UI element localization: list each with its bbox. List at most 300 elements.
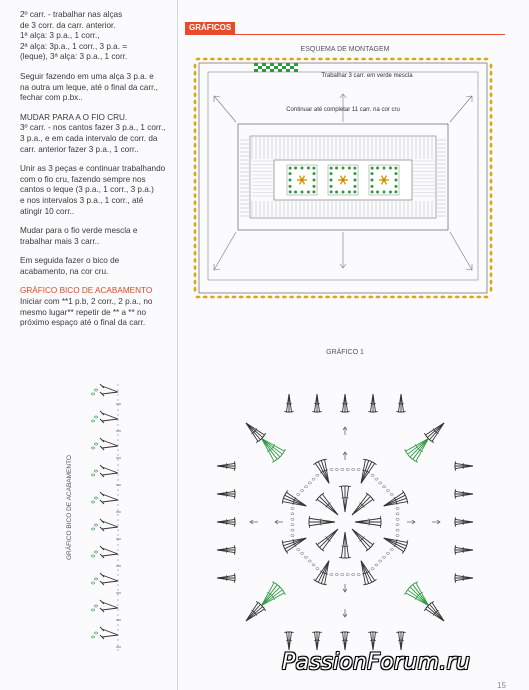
border-dot: [224, 296, 229, 299]
edge-chain: [92, 393, 95, 395]
assembly-diagram: [192, 56, 494, 300]
border-dot: [484, 58, 489, 61]
edge-chain: [92, 501, 95, 503]
green-checker-band: [254, 63, 298, 72]
border-dot: [490, 229, 493, 234]
checker-cell: [286, 63, 290, 66]
border-dot: [490, 136, 493, 141]
border-dot: [289, 296, 294, 299]
motif-bead: [330, 179, 333, 182]
border-dot: [490, 186, 493, 191]
border-dot: [361, 296, 366, 299]
border-dot: [490, 280, 493, 285]
border-dot: [490, 150, 493, 155]
stitch-top: [455, 517, 456, 521]
border-dot: [490, 71, 493, 76]
border-dot: [440, 296, 445, 299]
chain: [396, 507, 399, 509]
border-dot: [490, 200, 493, 205]
chain: [352, 573, 355, 575]
stitch-top: [289, 632, 293, 633]
border-dot: [376, 58, 381, 61]
border-dot: [246, 296, 251, 299]
stitch-top: [340, 412, 344, 413]
edge-stitch: [102, 386, 118, 392]
border-dot: [194, 172, 197, 177]
stitch-top: [373, 462, 377, 464]
border-dot: [433, 58, 438, 61]
edge-chain: [92, 528, 95, 530]
edge-chain: [95, 524, 98, 526]
stitch: [320, 497, 338, 515]
border-dot: [194, 100, 197, 105]
motif-bead: [313, 172, 316, 175]
stitch-top: [346, 486, 350, 487]
border-dot: [194, 287, 197, 292]
chain: [382, 556, 385, 558]
edge-chain: [92, 474, 95, 476]
chain: [375, 564, 378, 566]
stitch-top: [322, 459, 326, 460]
motif-bead: [330, 190, 333, 193]
border-dot: [296, 296, 301, 299]
edge-stitch: [102, 521, 118, 527]
motif-bead: [348, 167, 351, 170]
border-dot: [332, 296, 337, 299]
edge-chart-svg: [88, 384, 132, 654]
border-dot: [490, 64, 493, 69]
border-dot: [194, 143, 197, 148]
border-dot: [194, 251, 197, 256]
chain: [396, 524, 399, 526]
stitch-top: [407, 499, 408, 503]
motif-bead: [371, 190, 374, 193]
border-dot: [239, 296, 244, 299]
label-top: Trabalhar 3 carr. em verde mescla: [321, 73, 413, 79]
border-dot: [440, 58, 445, 61]
motif-bead: [307, 167, 310, 170]
edge-stitch: [102, 629, 118, 635]
border-dot: [433, 296, 438, 299]
chain: [371, 568, 374, 570]
motif-bead: [383, 191, 386, 194]
section-rule: [185, 34, 505, 35]
border-dot: [455, 296, 460, 299]
stitch-top: [380, 523, 381, 527]
stitch-top: [368, 412, 372, 413]
border-dot: [490, 258, 493, 263]
border-dot: [194, 157, 197, 162]
checker-cell: [254, 69, 258, 72]
border-dot: [289, 58, 294, 61]
edge-chain: [95, 551, 98, 553]
edge-chain: [92, 609, 95, 611]
motif-bead: [330, 172, 333, 175]
border-dot: [469, 296, 474, 299]
border-dot: [419, 58, 424, 61]
edge-chain: [95, 497, 98, 499]
motif-bead: [289, 185, 292, 188]
chain: [312, 564, 315, 566]
motif-bead: [354, 172, 357, 175]
stitch: [355, 518, 381, 522]
stitch-top: [314, 579, 318, 581]
chain: [316, 474, 319, 476]
border-dot: [275, 58, 280, 61]
motif-bead: [342, 167, 345, 170]
stitch-top: [363, 584, 367, 585]
border-dot: [268, 58, 273, 61]
border-dot: [194, 85, 197, 90]
label-mid: Continuar até completar 11 carr. na cor cru: [286, 107, 400, 113]
edge-stitch-top: [100, 627, 104, 631]
chain: [316, 568, 319, 570]
border-dot: [194, 179, 197, 184]
checker-cell: [274, 66, 278, 69]
instr-p6: Em seguida fazer o bico de acabamento, na cor cru.: [20, 256, 120, 276]
stitch: [262, 439, 280, 457]
border-dot: [194, 229, 197, 234]
border-dot: [490, 121, 493, 126]
edge-stitch: [102, 413, 118, 419]
chain: [300, 552, 303, 554]
checker-cell: [278, 63, 282, 66]
stitch-top: [424, 433, 426, 437]
stitch-top: [455, 489, 456, 493]
chain: [308, 482, 311, 484]
border-dot: [490, 222, 493, 227]
border-dot: [455, 58, 460, 61]
edge-stitch: [102, 554, 118, 556]
chain: [357, 573, 360, 575]
stitch-bar: [362, 574, 365, 575]
chain: [291, 507, 294, 509]
stitch: [345, 532, 349, 558]
edge-chain: [95, 605, 98, 607]
border-dot: [426, 58, 431, 61]
border-dot: [404, 296, 409, 299]
motif-bead: [348, 191, 351, 194]
border-dot: [304, 296, 309, 299]
motif-bead: [395, 172, 398, 175]
border-dot: [260, 296, 265, 299]
border-dot: [383, 296, 388, 299]
stitch: [309, 518, 335, 522]
border-dot: [462, 58, 467, 61]
edge-chain: [95, 578, 98, 580]
instr-p7-title: GRÁFICO BICO DE ACABAMENTO: [20, 286, 153, 296]
chain: [330, 573, 333, 575]
motif-bead: [313, 185, 316, 188]
instr-p2: Seguir fazendo em uma alça 3 p.a. e na outra um leque, até o final da carr., fechar com p.bx..: [20, 71, 158, 103]
border-dot: [194, 186, 197, 191]
edge-stitch: [102, 446, 118, 448]
assembly-diagram-svg: [192, 56, 494, 300]
edge-stitch-top: [100, 384, 104, 388]
chain: [297, 493, 300, 495]
stitch: [262, 587, 280, 605]
edge-stitch: [102, 575, 118, 581]
border-dot: [210, 58, 215, 61]
motif-bead: [394, 167, 397, 170]
border-dot: [368, 296, 373, 299]
stitch: [352, 529, 370, 547]
border-dot: [448, 58, 453, 61]
border-dot: [194, 121, 197, 126]
border-dot: [404, 58, 409, 61]
border-dot: [282, 58, 287, 61]
border-dot: [490, 92, 493, 97]
border-dot: [490, 272, 493, 277]
chain: [291, 518, 294, 520]
section-tag: GRÁFICOS: [185, 22, 235, 34]
border-dot: [490, 78, 493, 83]
motif-bead: [335, 167, 338, 170]
chain: [371, 474, 374, 476]
motif-bead: [301, 167, 304, 170]
checker-cell: [294, 69, 298, 72]
instr-p4: Unir as 3 peças e continuar trabalhando com o fio cru, fazendo sempre nos cantos o leque (3 p.a., 1 corr., 3 p.a.) e nos intervalos 3 p.a., 1 corr., até atingir 10 corr..: [20, 164, 166, 216]
stitch: [341, 532, 345, 558]
grafico1-chart: [180, 362, 510, 682]
motif-bead: [312, 167, 315, 170]
edge-strokes: [92, 384, 122, 654]
instr-p7: GRÁFICO BICO DE ACABAMENTO Iniciar com **1 p.b, 2 corr., 2 p.a., no mesmo lugar** repetir de ** a ** no próximo espaço até o final da carr.: [20, 286, 178, 328]
border-dot: [390, 58, 395, 61]
chain: [396, 529, 399, 531]
border-dot: [347, 58, 352, 61]
edge-stitch: [102, 548, 118, 554]
diagram-title: ESQUEMA DE MONTAGEM: [300, 46, 390, 53]
border-dot: [332, 58, 337, 61]
border-dot: [490, 193, 493, 198]
border-dot: [354, 58, 359, 61]
motif-bead: [371, 179, 374, 182]
motif-bead: [289, 172, 292, 175]
edge-chain: [95, 470, 98, 472]
border-dot: [194, 64, 197, 69]
motif-bead: [353, 190, 356, 193]
chain: [396, 513, 399, 515]
chain: [312, 478, 315, 480]
border-dot: [490, 244, 493, 249]
motif-bead: [354, 179, 357, 182]
border-dot: [194, 193, 197, 198]
border-dot: [412, 58, 417, 61]
border-dot: [253, 296, 258, 299]
checker-cell: [286, 69, 290, 72]
checker-cell: [282, 66, 286, 69]
border-dot: [347, 296, 352, 299]
border-dot: [462, 296, 467, 299]
border-dot: [354, 296, 359, 299]
checker-cell: [262, 69, 266, 72]
border-dot: [426, 296, 431, 299]
border-dot: [194, 258, 197, 263]
edge-stitch: [102, 419, 118, 421]
border-dot: [490, 208, 493, 213]
edge-chart: [88, 384, 132, 654]
grafico1-svg: [180, 362, 510, 682]
motif-bead: [389, 167, 392, 170]
stitch-top: [455, 573, 456, 577]
chain: [396, 534, 399, 536]
instr-p1: 2º carr. - trabalhar nas alças de 3 corr. da carr. anterior. 1ª alça: 3 p.a., 1 corr., 2ª alça: 3p.a., 1 corr., 3 p.a. = (leque), 3ª alça: 3 p.a., 1 corr.: [20, 10, 128, 62]
border-dot: [490, 251, 493, 256]
border-dot: [194, 71, 197, 76]
motif-bead: [335, 191, 338, 194]
instr-p5: Mudar para o fio verde mescla e trabalhar mais 3 carr..: [20, 226, 138, 246]
motif-bead: [389, 191, 392, 194]
page-number: 15: [497, 681, 506, 690]
chain: [291, 513, 294, 515]
border-dot: [469, 58, 474, 61]
stitch-top: [235, 466, 236, 470]
border-dot: [260, 58, 265, 61]
motif-center: [301, 179, 304, 182]
border-dot: [304, 58, 309, 61]
border-dot: [194, 200, 197, 205]
instructions-column: [20, 10, 178, 338]
border-dot: [476, 296, 481, 299]
edge-chain: [92, 447, 95, 449]
chain: [304, 486, 307, 488]
edge-chain: [92, 555, 95, 557]
edge-stitch: [102, 527, 118, 529]
border-dot: [340, 58, 345, 61]
edge-stitch-top: [100, 411, 104, 415]
border-dot: [246, 58, 251, 61]
motif-bead: [354, 185, 357, 188]
watermark: PassionForum.ru: [282, 650, 471, 675]
stitch-top: [282, 540, 283, 544]
motif-bead: [376, 191, 379, 194]
border-dot: [490, 215, 493, 220]
border-dot: [490, 157, 493, 162]
motif-bead: [313, 179, 316, 182]
stitch-top: [309, 516, 310, 520]
motif-bead: [330, 167, 333, 170]
stitch-top: [256, 440, 260, 442]
motif-bead: [394, 190, 397, 193]
edge-stitch: [102, 494, 118, 500]
border-dot: [194, 150, 197, 155]
chain: [390, 493, 393, 495]
border-dot: [203, 58, 208, 61]
chain: [300, 489, 303, 491]
stitch: [410, 439, 428, 457]
border-dot: [217, 58, 222, 61]
stitch-top: [345, 632, 349, 633]
edge-chain: [95, 389, 98, 391]
chain: [375, 478, 378, 480]
edge-stitch-top: [100, 546, 104, 550]
edge-stitch-top: [100, 519, 104, 523]
instr-p3: MUDAR PARA A O FIO CRU. 3º carr. - nos cantos fazer 3 p.a., 1 corr., 3 p.a., e em cada intervalo de corr. da carr. anterior fazer 3 p.a., 1 corr..: [20, 113, 178, 155]
border-dot: [268, 296, 273, 299]
stitch-top: [284, 412, 288, 413]
border-dot: [490, 287, 493, 292]
stitch-top: [235, 494, 236, 498]
border-dot: [361, 58, 366, 61]
border-dot: [368, 58, 373, 61]
border-dot: [376, 296, 381, 299]
motif-bead: [289, 167, 292, 170]
border-dot: [490, 100, 493, 105]
motif-bead: [307, 191, 310, 194]
border-dot: [448, 296, 453, 299]
motif-bead: [330, 185, 333, 188]
border-dot: [490, 85, 493, 90]
border-dot: [490, 164, 493, 169]
stitch-bar: [397, 502, 398, 505]
border-dot: [490, 236, 493, 241]
edge-stitch: [102, 635, 118, 637]
border-dot: [194, 136, 197, 141]
checker-cell: [262, 63, 266, 66]
edge-stitch-top: [100, 600, 104, 604]
motif-bead: [312, 190, 315, 193]
chain: [341, 468, 344, 470]
motif-center: [342, 179, 345, 182]
border-dot: [194, 215, 197, 220]
motif-bead: [371, 185, 374, 188]
checker-cell: [294, 63, 298, 66]
stitch-top: [312, 412, 316, 413]
border-dot: [490, 107, 493, 112]
checker-cell: [266, 66, 270, 69]
motif-bead: [395, 185, 398, 188]
border-dot: [194, 265, 197, 270]
chain: [396, 518, 399, 520]
border-dot: [194, 107, 197, 112]
chain: [346, 573, 349, 575]
border-dot: [490, 179, 493, 184]
border-dot: [194, 114, 197, 119]
border-dot: [194, 92, 197, 97]
chain: [291, 529, 294, 531]
motif-bead: [371, 172, 374, 175]
border-dot: [397, 58, 402, 61]
border-dot: [490, 143, 493, 148]
edge-chain: [95, 416, 98, 418]
border-dot: [194, 236, 197, 241]
edge-stitch: [102, 473, 118, 475]
stitch-bar: [325, 470, 328, 471]
border-dot: [282, 296, 287, 299]
border-dot: [232, 58, 237, 61]
motif-bead: [371, 167, 374, 170]
border-dot: [397, 296, 402, 299]
edge-stitch: [102, 392, 118, 394]
chain: [330, 468, 333, 470]
stitch: [341, 486, 345, 512]
edge-chain: [92, 582, 95, 584]
border-dot: [311, 296, 316, 299]
stitch-bar: [293, 539, 294, 542]
border-dot: [484, 296, 489, 299]
border-dot: [325, 296, 330, 299]
stitch-top: [396, 412, 400, 413]
motif-bead: [289, 179, 292, 182]
grafico1-strokes: [217, 394, 473, 650]
motif-bead: [353, 167, 356, 170]
motif-bead: [301, 191, 304, 194]
border-dot: [253, 58, 258, 61]
border-dot: [296, 58, 301, 61]
border-dot: [490, 114, 493, 119]
border-dot: [194, 78, 197, 83]
